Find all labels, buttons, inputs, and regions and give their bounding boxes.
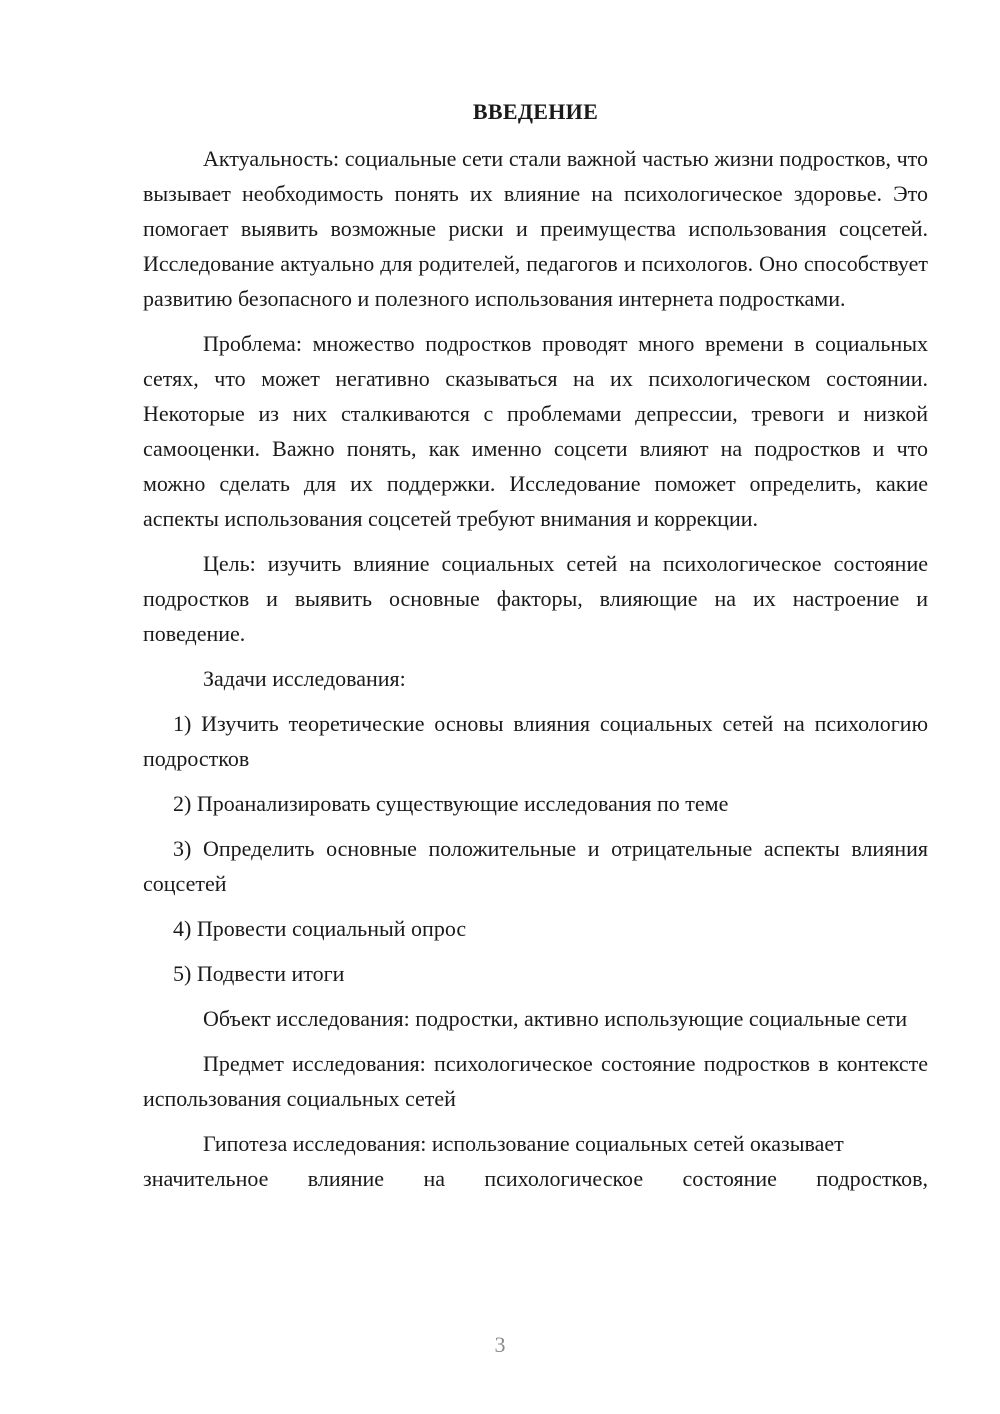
task-item-1: 1) Изучить теоретические основы влияния социальных сетей на психологию подростков [143,711,928,771]
task-item-2: 2) Проанализировать существующие исследования по теме [173,791,729,816]
task-item-5: 5) Подвести итоги [173,961,345,986]
tasks-heading: Задачи исследования: [203,666,406,691]
subject-paragraph: Предмет исследования: психологическое состояние подростков в контексте использования социальных сетей [143,1051,928,1111]
page-number: 3 [494,1332,506,1357]
hypothesis-line-2: значительное влияние на психологическое состояние подростков, [143,1166,928,1191]
problem-paragraph: Проблема: множество подростков проводят много времени в социальных сетях, что может негативно сказываться на их психологическом состоянии. Некоторые из них сталкиваются с проблемами депрессии, тревоги и низкой самооценки. Важно понять, как именно соцсети влияют на подростков и что можно сделать для их поддержки. Исследование поможет определить, какие аспекты использования соцсетей требуют внимания и коррекции. [143,331,928,531]
hypothesis-line-1: Гипотеза исследования: использование социальных сетей оказывает [203,1131,844,1156]
task-item-3: 3) Определить основные положительные и отрицательные аспекты влияния соцсетей [143,836,928,896]
section-title: ВВЕДЕНИЕ [472,99,599,124]
hypothesis-paragraph [143,1126,928,1196]
object-paragraph: Объект исследования: подростки, активно использующие социальные сети [203,1006,908,1031]
task-item-4: 4) Провести социальный опрос [173,916,467,941]
document-page [143,94,928,1196]
relevance-paragraph: Актуальность: социальные сети стали важной частью жизни подростков, что вызывает необходимость понять их влияние на психологическое здоровье. Это помогает выявить возможные риски и преимущества использования соцсетей. Исследование актуально для родителей, педагогов и психологов. Оно способствует развитию безопасного и полезного использования интернета подростками. [143,146,928,311]
goal-paragraph: Цель: изучить влияние социальных сетей на психологическое состояние подростков и выявить основные факторы, влияющие на их настроение и поведение. [143,551,928,646]
